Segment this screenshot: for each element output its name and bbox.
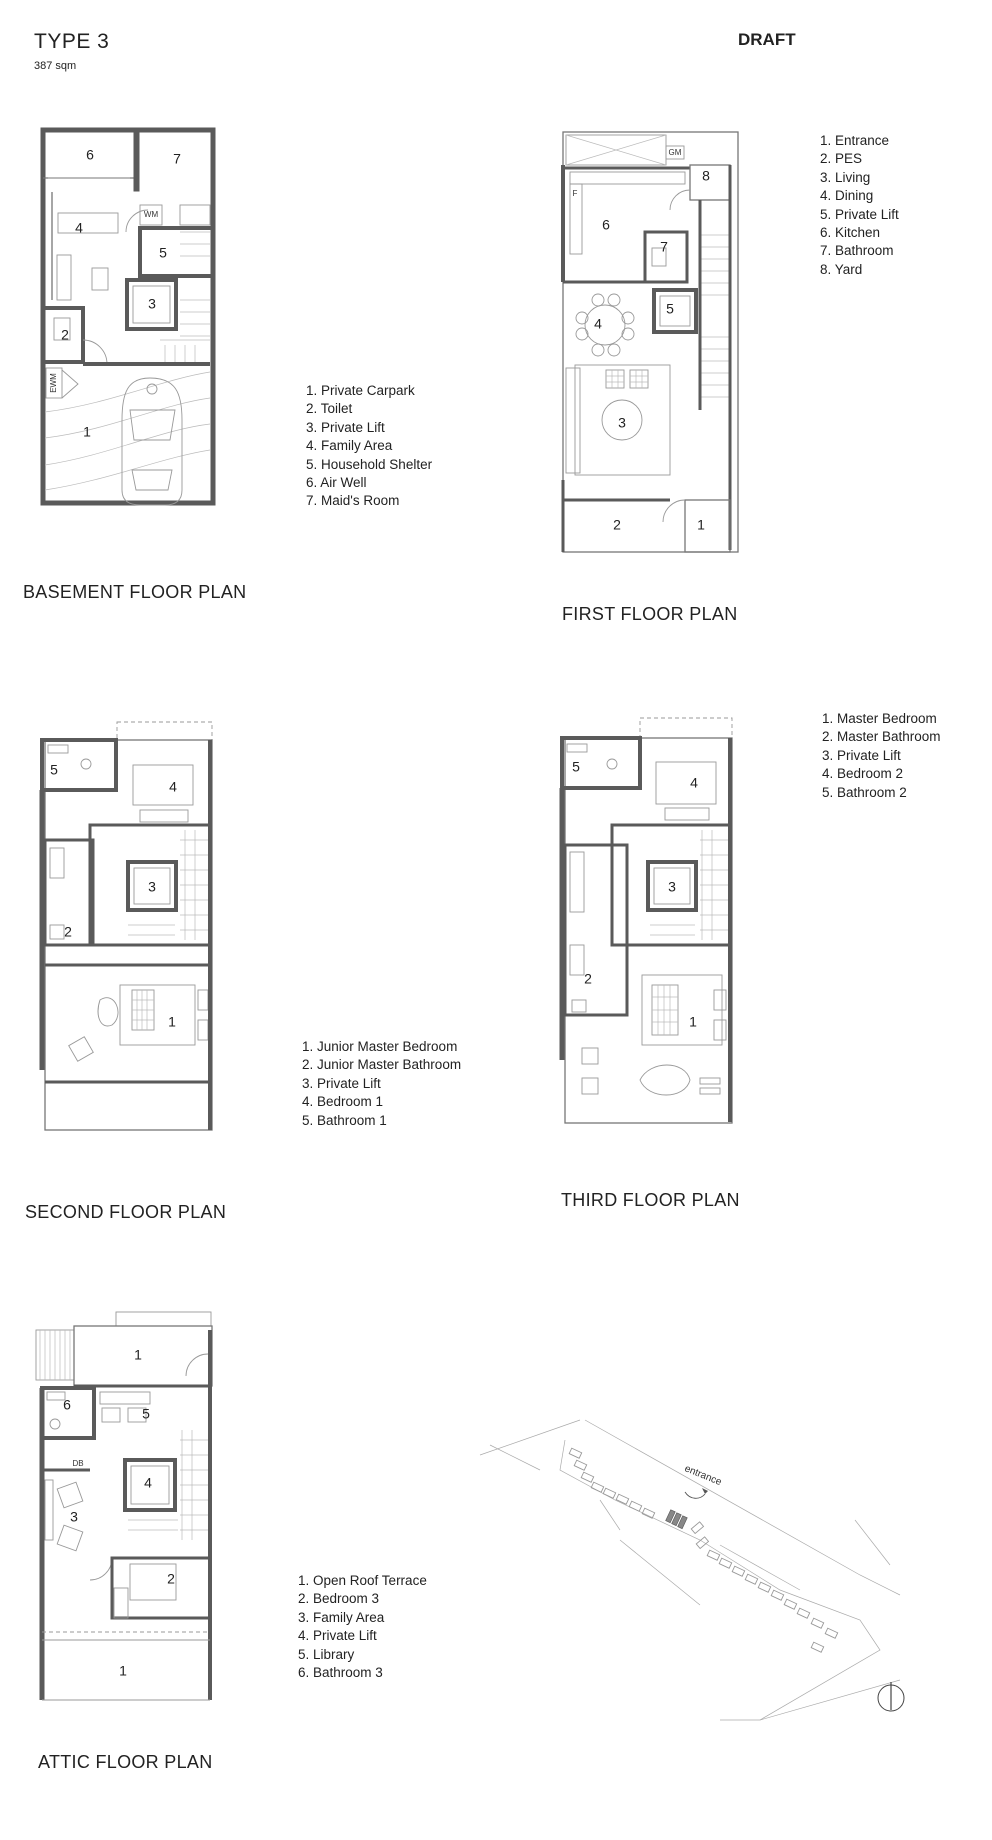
basement-room-1: 1 [83, 423, 91, 440]
basement-room-4: 4 [75, 219, 83, 236]
legend-item: 6. Kitchen [820, 225, 881, 241]
basement-room-2: 2 [61, 326, 69, 343]
legend-item: 1. Open Roof Terrace [298, 1573, 427, 1588]
basement-room-3: 3 [148, 295, 156, 312]
attic-room-1-bottom: 1 [119, 1662, 127, 1679]
legend-item: 2. Toilet [306, 401, 353, 417]
first-room-2: 2 [613, 516, 621, 533]
legend-item: 1. Junior Master Bedroom [302, 1039, 458, 1054]
legend-item: 2. PES [820, 151, 863, 167]
basement-room-7: 7 [173, 150, 181, 167]
second-plan-title: SECOND FLOOR PLAN [25, 1202, 227, 1222]
first-room-7: 7 [660, 238, 668, 255]
legend-item: 3. Living [820, 169, 871, 185]
legend-item: 1. Master Bedroom [822, 711, 937, 726]
legend-item: 7. Bathroom [820, 243, 894, 259]
attic-room-1-top: 1 [134, 1346, 142, 1363]
legend-item: 5. Library [298, 1646, 355, 1662]
legend-item: 5. Bathroom 2 [822, 784, 907, 800]
legend-item: 4. Bedroom 2 [822, 766, 904, 782]
legend-item: 1. Entrance [820, 133, 890, 148]
legend-item: 2. Master Bathroom [822, 729, 941, 745]
second-room-5: 5 [50, 761, 58, 778]
legend-item: 8. Yard [820, 261, 863, 277]
basement-plan-title: BASEMENT FLOOR PLAN [23, 582, 247, 602]
legend-item: 6. Bathroom 3 [298, 1665, 383, 1681]
legend-item: 4. Private Lift [298, 1628, 377, 1644]
area-label: 387 sqm [34, 60, 77, 72]
second-room-3: 3 [148, 878, 156, 895]
legend-item: 5. Household Shelter [306, 456, 433, 472]
attic-room-5: 5 [142, 1405, 150, 1422]
second-room-1: 1 [168, 1013, 176, 1030]
attic-room-4: 4 [144, 1474, 152, 1491]
first-room-1: 1 [697, 516, 705, 533]
basement-room-6: 6 [86, 146, 94, 163]
legend-item: 1. Private Carpark [306, 383, 415, 398]
legend-item: 7. Maid's Room [306, 493, 400, 509]
draft-label: DRAFT [738, 30, 796, 49]
first-room-4: 4 [594, 315, 602, 332]
legend-item: 3. Private Lift [302, 1075, 381, 1091]
gm-label: GM [668, 148, 682, 158]
legend-item: 5. Private Lift [820, 206, 899, 222]
first-room-3: 3 [618, 414, 626, 431]
db-label: DB [72, 1459, 84, 1469]
fridge-label: F [572, 189, 578, 199]
first-room-8: 8 [702, 167, 710, 184]
third-room-4: 4 [690, 774, 698, 791]
basement-room-5: 5 [159, 244, 167, 261]
attic-plan-title: ATTIC FLOOR PLAN [38, 1752, 213, 1772]
legend-item: 5. Bathroom 1 [302, 1112, 387, 1128]
legend-item: 3. Private Lift [822, 747, 901, 763]
legend-item: 2. Junior Master Bathroom [302, 1057, 462, 1073]
site-entrance-label: entrance [682, 1463, 724, 1489]
legend-item: 4. Bedroom 1 [302, 1094, 384, 1110]
type-title: TYPE 3 [34, 30, 110, 53]
third-plan-title: THIRD FLOOR PLAN [561, 1190, 740, 1210]
legend-item: 6. Air Well [306, 475, 367, 491]
legend-item: 3. Family Area [298, 1609, 385, 1625]
third-room-5: 5 [572, 758, 580, 775]
wm-label: WM [143, 210, 159, 220]
third-room-3: 3 [668, 878, 676, 895]
legend-item: 4. Family Area [306, 438, 393, 454]
attic-room-3: 3 [70, 1508, 78, 1525]
first-plan-title: FIRST FLOOR PLAN [562, 604, 738, 624]
legend-item: 2. Bedroom 3 [298, 1591, 380, 1607]
ewm-label: EWM [49, 373, 59, 393]
first-room-5: 5 [666, 300, 674, 317]
third-room-1: 1 [689, 1013, 697, 1030]
attic-room-6: 6 [63, 1396, 71, 1413]
legend-item: 4. Dining [820, 188, 874, 204]
third-room-2: 2 [584, 970, 592, 987]
attic-room-2: 2 [167, 1570, 175, 1587]
first-room-6: 6 [602, 216, 610, 233]
legend-item: 3. Private Lift [306, 419, 385, 435]
second-room-2: 2 [64, 923, 72, 940]
second-room-4: 4 [169, 778, 177, 795]
